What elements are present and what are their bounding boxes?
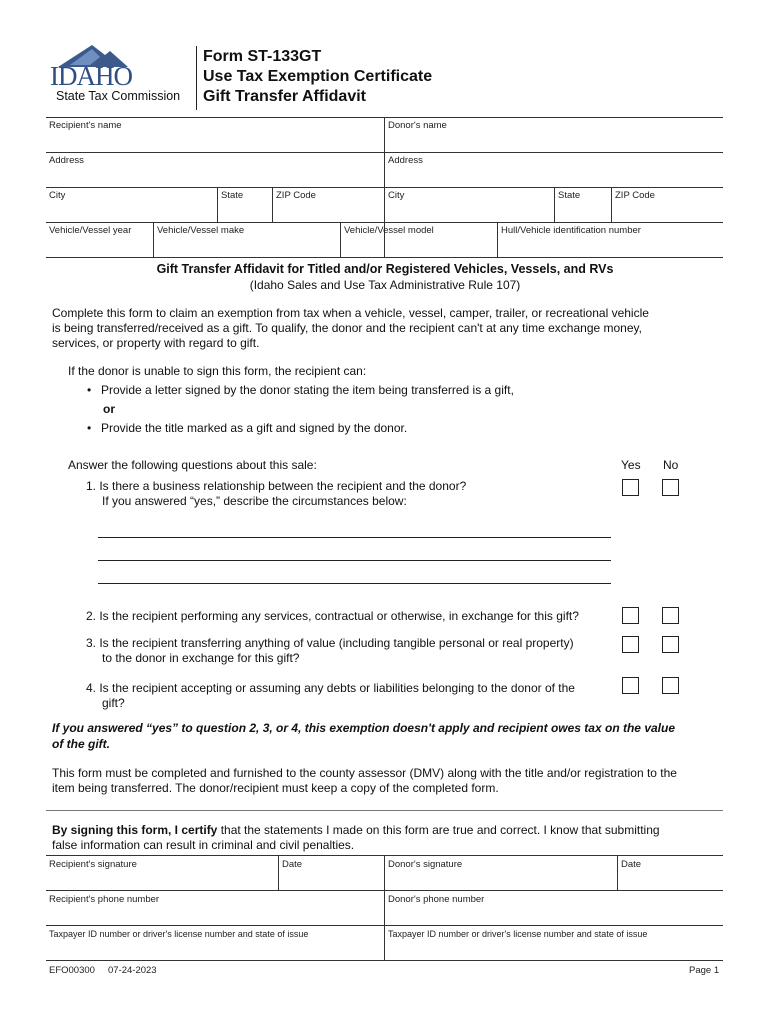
yes-header: Yes xyxy=(621,458,641,472)
header-divider xyxy=(196,46,197,110)
logo-text: IDAHO xyxy=(50,61,132,91)
vehicle-model-field[interactable]: Vehicle/Vessel model xyxy=(344,225,434,236)
intro-line-1: Complete this form to claim an exemption from tax when a vehicle, vessel, camper, trailer, or recreational vehicle xyxy=(52,306,649,320)
affidavit-heading: Gift Transfer Affidavit for Titled and/or Registered Vehicles, Vessels, and RVs xyxy=(156,262,614,276)
idaho-logo xyxy=(50,43,190,93)
affidavit-subheading: (Idaho Sales and Use Tax Administrative Rule 107) xyxy=(249,278,521,292)
q1-answer-line-1[interactable] xyxy=(98,537,611,538)
q1-answer-line-3[interactable] xyxy=(98,583,611,584)
recipient-phone-field[interactable]: Recipient's phone number xyxy=(49,894,160,905)
recipient-state-field[interactable]: State xyxy=(221,190,244,201)
or-text: or xyxy=(103,402,115,416)
certify-bold: By signing this form, I certify xyxy=(52,823,218,837)
question-1-line-1: 1. Is there a business relationship between the recipient and the donor? xyxy=(86,479,467,493)
certify-rest: that the statements I made on this form are true and correct. I know that submitting xyxy=(217,823,660,837)
questions-intro: Answer the following questions about this sale: xyxy=(68,458,317,472)
certify-line-1 xyxy=(52,822,660,838)
bullet-1: Provide a letter signed by the donor stating the item being transferred is a gift, xyxy=(101,383,514,397)
q2-yes-checkbox[interactable] xyxy=(622,607,639,624)
q2-no-checkbox[interactable] xyxy=(662,607,679,624)
warning-line-1: If you answered “yes” to question 2, 3, or 4, this exemption doesn't apply and recipient owes tax on the value xyxy=(52,721,675,735)
recipient-taxpayer-id-field[interactable]: Taxpayer ID number or driver's license number and state of issue xyxy=(49,929,309,939)
certify-line-2: false information can result in criminal and civil penalties. xyxy=(52,838,355,852)
warning-line-2: of the gift. xyxy=(52,737,110,751)
question-2: 2. Is the recipient performing any services, contractual or otherwise, in exchange for this gift? xyxy=(86,609,579,623)
q1-yes-checkbox[interactable] xyxy=(622,479,639,496)
page-number: Page 1 xyxy=(689,965,720,976)
recipient-name-field[interactable]: Recipient's name xyxy=(49,120,122,131)
instructions-line-2: item being transferred. The donor/recipient must keep a copy of the completed form. xyxy=(52,781,499,795)
intro-line-2: is being transferred/received as a gift. To qualify, the donor and the recipient can't at any time exchange money, xyxy=(52,321,642,335)
agency-name: State Tax Commission xyxy=(56,89,181,103)
recipient-signature-field[interactable]: Recipient's signature xyxy=(49,859,137,870)
recipient-zip-field[interactable]: ZIP Code xyxy=(276,190,316,201)
question-3-line-2: to the donor in exchange for this gift? xyxy=(102,651,300,665)
form-number: Form ST-133GT xyxy=(203,48,322,65)
bullet-2: Provide the title marked as a gift and signed by the donor. xyxy=(101,421,408,435)
donor-name-field[interactable]: Donor's name xyxy=(388,120,447,131)
intro-line-3: services, or property with regard to gift. xyxy=(52,336,260,350)
form-title-2: Gift Transfer Affidavit xyxy=(203,88,366,105)
q3-no-checkbox[interactable] xyxy=(662,636,679,653)
question-3-line-1: 3. Is the recipient transferring anything of value (including tangible personal or real property) xyxy=(86,636,574,650)
unable-text: If the donor is unable to sign this form, the recipient can: xyxy=(68,364,367,378)
recipient-address-field[interactable]: Address xyxy=(49,155,84,166)
form-date: 07-24-2023 xyxy=(108,965,157,976)
hull-vin-field[interactable]: Hull/Vehicle identification number xyxy=(501,225,641,236)
bullet-2-dot: • xyxy=(87,421,92,435)
donor-address-field[interactable]: Address xyxy=(388,155,423,166)
donor-taxpayer-id-field[interactable]: Taxpayer ID number or driver's license number and state of issue xyxy=(388,929,648,939)
instructions-line-1: This form must be completed and furnished to the county assessor (DMV) along with the title and/or registration to the xyxy=(52,766,677,780)
donor-date-field[interactable]: Date xyxy=(621,859,642,870)
recipient-date-field[interactable]: Date xyxy=(282,859,303,870)
q4-no-checkbox[interactable] xyxy=(662,677,679,694)
donor-zip-field[interactable]: ZIP Code xyxy=(615,190,655,201)
form-code: EFO00300 xyxy=(49,965,95,976)
q3-yes-checkbox[interactable] xyxy=(622,636,639,653)
form-title-1: Use Tax Exemption Certificate xyxy=(203,68,433,85)
donor-signature-field[interactable]: Donor's signature xyxy=(388,859,463,870)
vehicle-make-field[interactable]: Vehicle/Vessel make xyxy=(157,225,245,236)
donor-city-field[interactable]: City xyxy=(388,190,405,201)
question-1-line-2: If you answered “yes,” describe the circumstances below: xyxy=(102,494,407,508)
donor-phone-field[interactable]: Donor's phone number xyxy=(388,894,485,905)
question-4-line-1: 4. Is the recipient accepting or assuming any debts or liabilities belonging to the donor of the xyxy=(86,681,575,695)
bullet-1-dot: • xyxy=(87,383,92,397)
no-header: No xyxy=(663,458,679,472)
donor-state-field[interactable]: State xyxy=(558,190,581,201)
vehicle-year-field[interactable]: Vehicle/Vessel year xyxy=(49,225,132,236)
q1-answer-line-2[interactable] xyxy=(98,560,611,561)
q1-no-checkbox[interactable] xyxy=(662,479,679,496)
recipient-city-field[interactable]: City xyxy=(49,190,66,201)
q4-yes-checkbox[interactable] xyxy=(622,677,639,694)
question-4-line-2: gift? xyxy=(102,696,125,710)
